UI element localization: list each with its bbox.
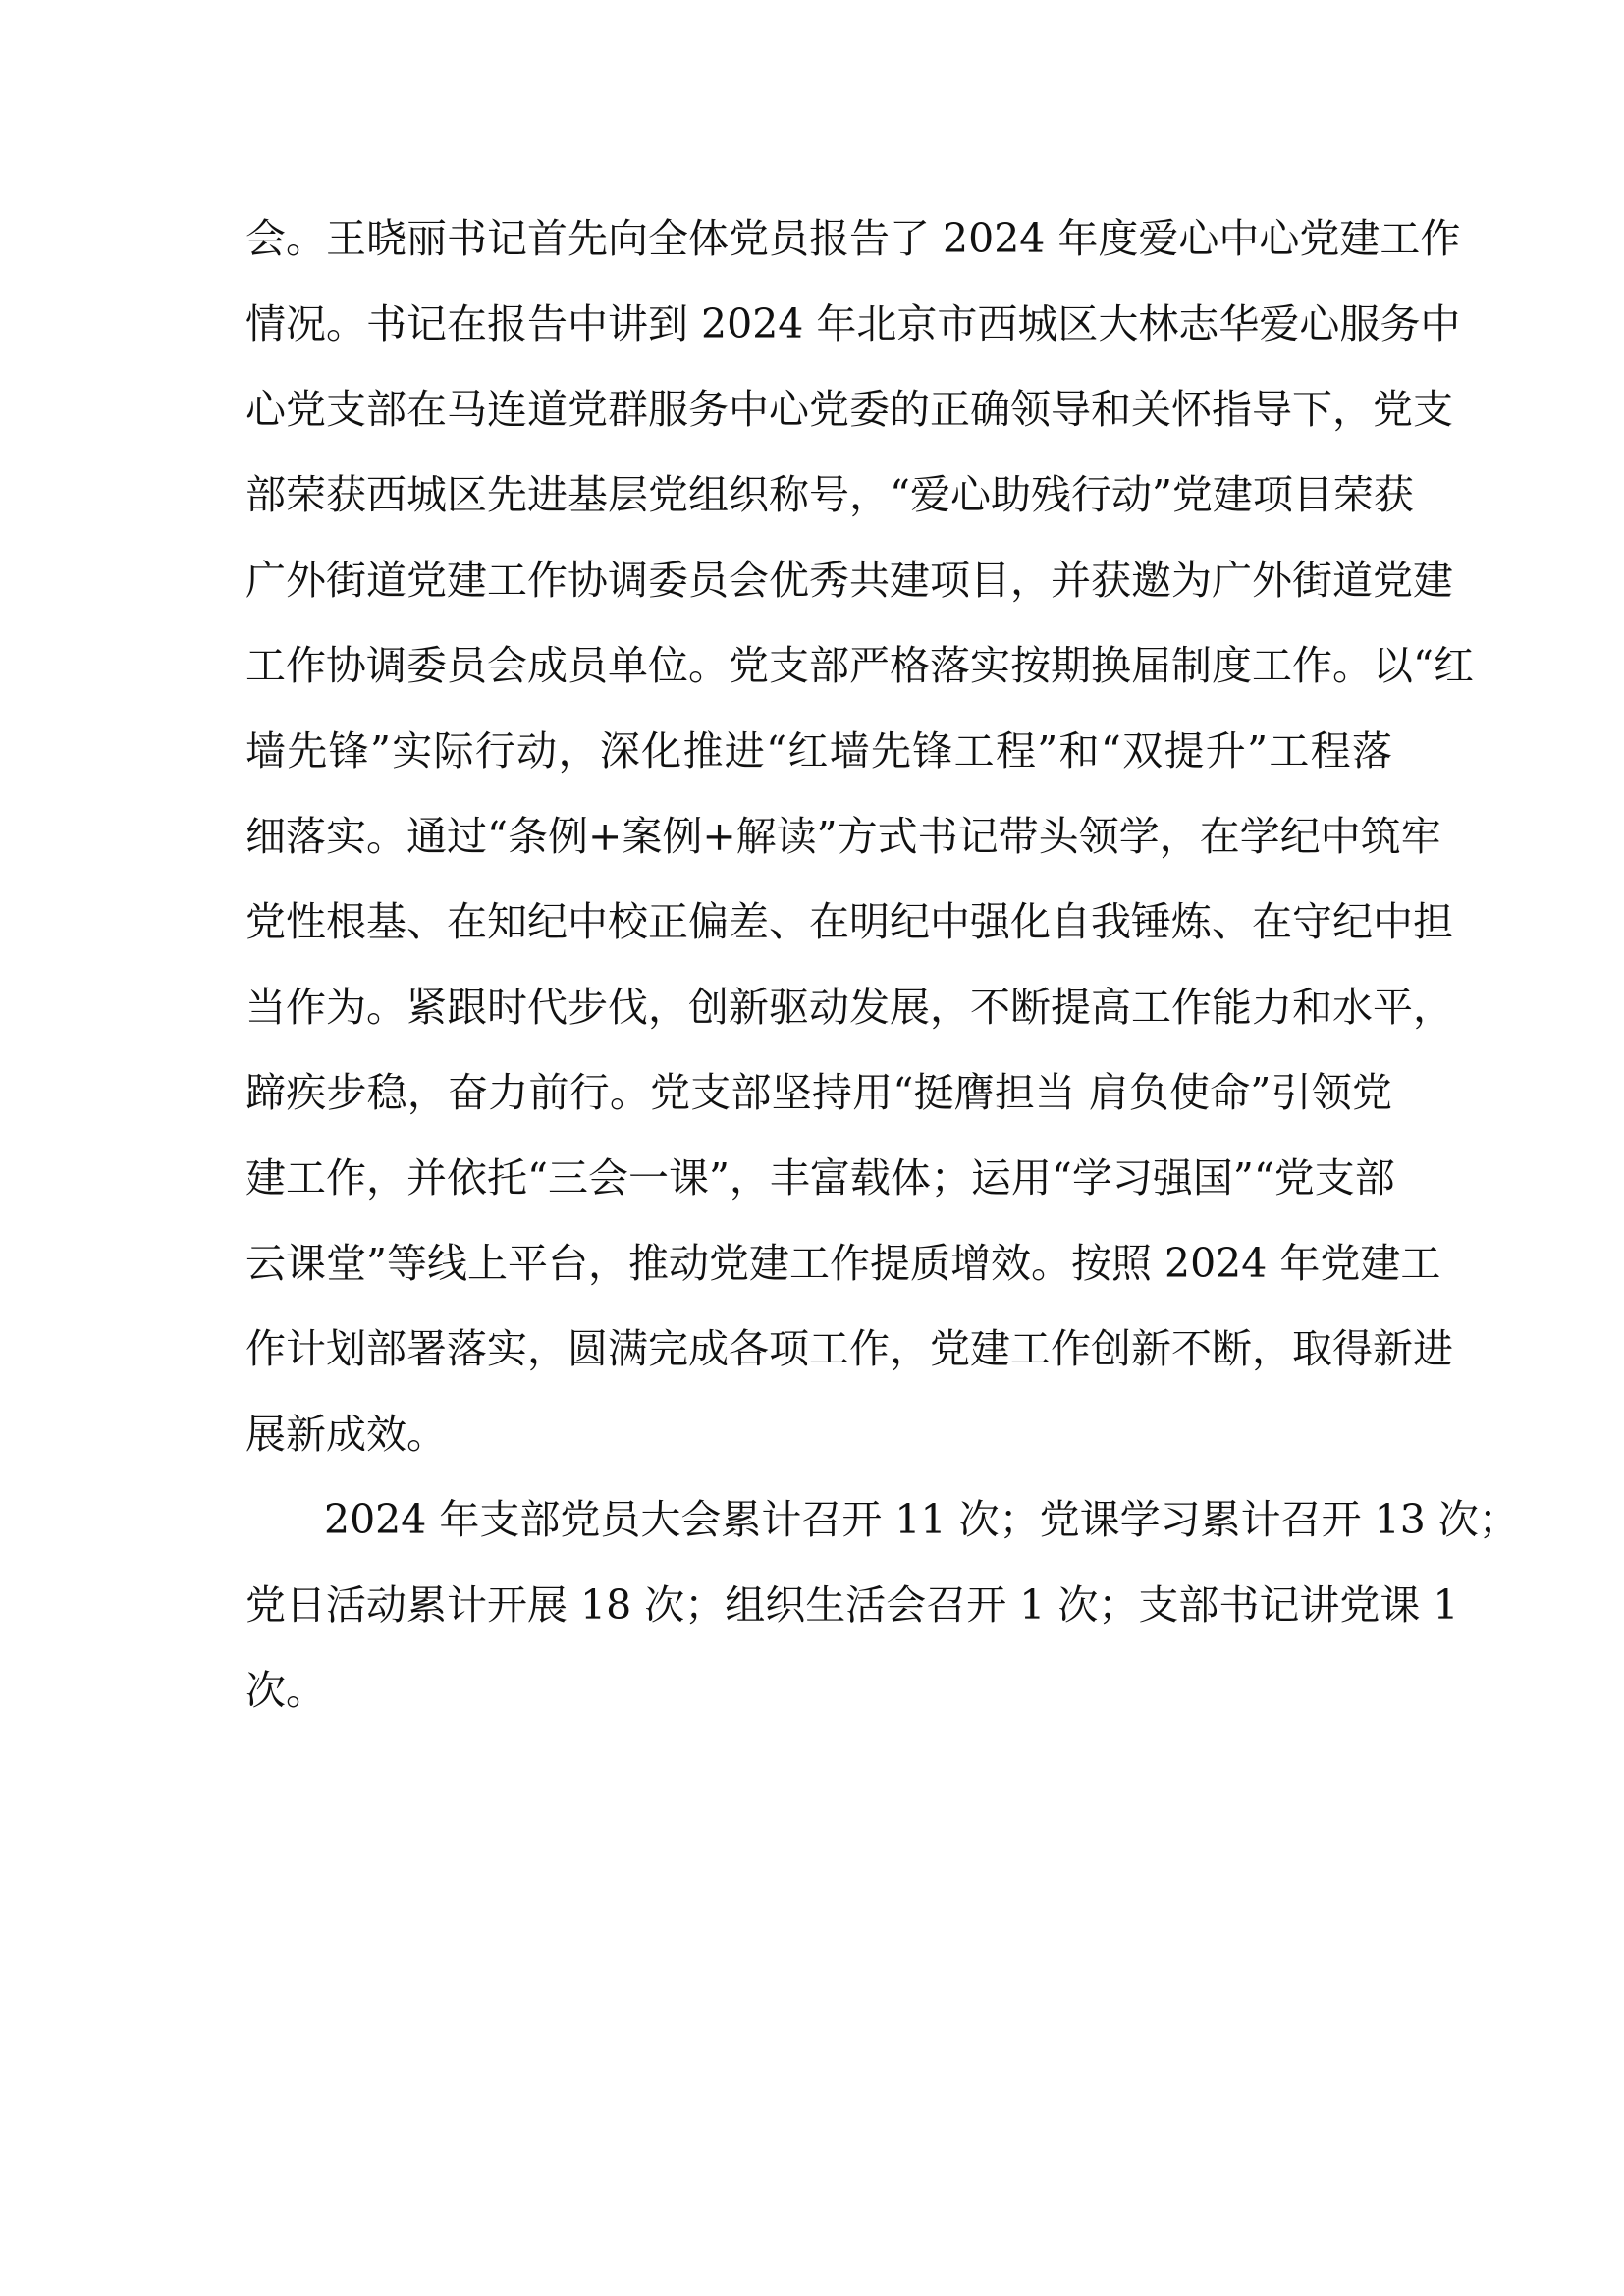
text-line: 部荣获西城区先进基层党组织称号，“爱心助残行动”党建项目荣获 bbox=[245, 471, 1414, 518]
text-line: 党性根基、在知纪中校正偏差、在明纪中强化自我锤炼、在守纪中担 bbox=[245, 898, 1453, 945]
text-line: 细落实。通过“条例+案例+解读”方式书记带头领学，在学纪中筑牢 bbox=[245, 813, 1441, 860]
document-body bbox=[245, 196, 1519, 1734]
text-line: 广外街道党建工作协调委员会优秀共建项目，并获邀为广外街道党建 bbox=[245, 557, 1453, 604]
text-line: 次。 bbox=[245, 1667, 326, 1714]
text-line: 展新成效。 bbox=[245, 1411, 447, 1458]
text-line: 作计划部署落实，圆满完成各项工作，党建工作创新不断，取得新进 bbox=[245, 1325, 1453, 1372]
text-line: 蹄疾步稳，奋力前行。党支部坚持用“挺膺担当 肩负使命”引领党 bbox=[245, 1069, 1392, 1116]
text-line: 情况。书记在报告中讲到 2024 年北京市西城区大林志华爱心服务中 bbox=[245, 300, 1461, 347]
text-line: 当作为。紧跟时代步伐，创新驱动发展，不断提高工作能力和水平， bbox=[245, 984, 1453, 1031]
text-line: 心党支部在马连道党群服务中心党委的正确领导和关怀指导下，党支 bbox=[245, 386, 1453, 433]
paragraph-party-building-report bbox=[245, 196, 1474, 1477]
text-line: 云课堂”等线上平台，推动党建工作提质增效。按照 2024 年党建工 bbox=[245, 1240, 1441, 1287]
text-line: 建工作，并依托“三会一课”，丰富载体；运用“学习强国”“党支部 bbox=[245, 1154, 1395, 1201]
text-line: 会。王晓丽书记首先向全体党员报告了 2024 年度爱心中心党建工作 bbox=[245, 215, 1461, 262]
text-line: 2024 年支部党员大会累计召开 11 次；党课学习累计召开 13 次； bbox=[324, 1496, 1519, 1543]
text-line: 墙先锋”实际行动，深化推进“红墙先锋工程”和“双提升”工程落 bbox=[245, 727, 1392, 774]
text-line: 工作协调委员会成员单位。党支部严格落实按期换届制度工作。以“红 bbox=[245, 642, 1474, 689]
text-line: 党日活动累计开展 18 次；组织生活会召开 1 次；支部书记讲党课 1 bbox=[245, 1581, 1459, 1629]
paragraph-meeting-statistics bbox=[245, 1477, 1519, 1734]
